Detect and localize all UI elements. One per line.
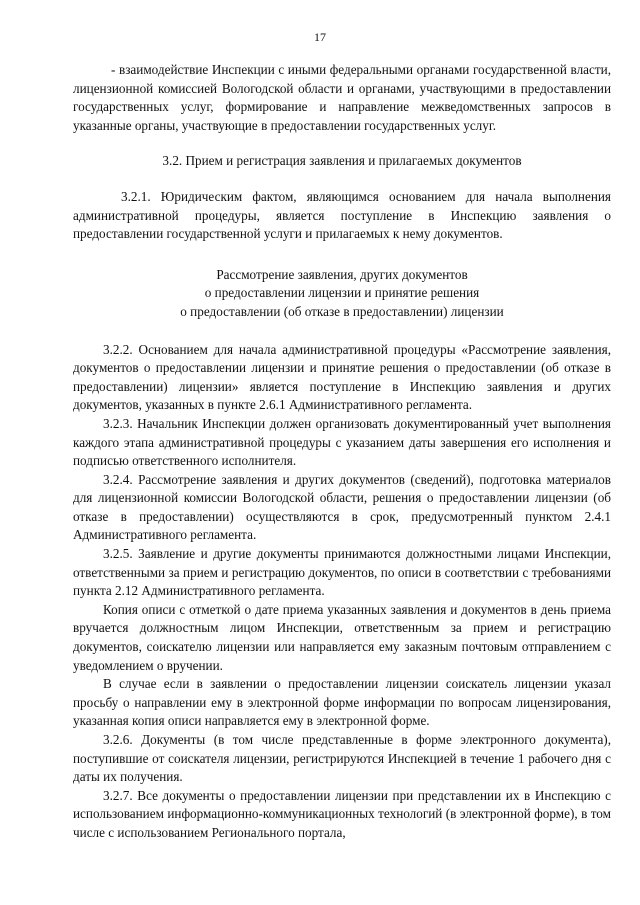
paragraph-copy-of-inventory: Копия описи с отметкой о дате приема указанных заявления и документов в день приема вручается должностным лицом Инспекции, ответственным за прием и регистрацию документов, соискателю лицензии или направляется ему заказным почтовым отправлением с уведомлением о вручении. bbox=[73, 601, 611, 673]
paragraph-electronic-request: В случае если в заявлении о предоставлении лицензии соискатель лицензии указал просьбу о направлении ему в электронной форме информации по вопросам лицензирования, указанная копия описи направляется ему в электронной форме. bbox=[73, 676, 611, 729]
paragraph-3-2-7: 3.2.7. Все документы о предоставлении лицензии при представлении их в Инспекцию с использованием информационно-коммуникационных технологий (в электронной форме), в том числе с использованием Регионального портала, bbox=[73, 787, 611, 840]
block-title bbox=[73, 266, 611, 322]
paragraph-3-2-3: 3.2.3. Начальник Инспекции должен организовать документированный учет выполнения каждого этапа административной процедуры с указанием даты завершения его исполнения и подписью ответственного исполнителя. bbox=[73, 415, 611, 469]
paragraph-3-2-1: 3.2.1. Юридическим фактом, являющимся основанием для начала выполнения административной процедуры, является поступление в Инспекцию заявления о предоставлении государственной услуги и прилагаемых к нему документов. bbox=[73, 188, 611, 242]
block-title-line-3: о предоставлении (об отказе в предоставлении) лицензии bbox=[180, 303, 504, 319]
paragraph-3-2-6: 3.2.6. Документы (в том числе представленные в форме электронного документа), поступившие от соискателя лицензии, регистрируются Инспекцией в течение 1 рабочего дня с даты их получения. bbox=[73, 732, 611, 785]
paragraph-interaction: - взаимодействие Инспекции с иными федеральными органами государственной власти, лицензионной комиссией Вологодской области и органами, участвующими в предоставлении государственных услуг, формирование и направление межведомственных запросов в указанные органы, участвующие в предоставлении государственных услуг. bbox=[73, 62, 611, 133]
page-number: 17 bbox=[314, 30, 326, 44]
document-body bbox=[73, 61, 611, 843]
block-title-line-2: о предоставлении лицензии и принятие решения bbox=[204, 285, 480, 301]
block-title-line-1: Рассмотрение заявления, других документов bbox=[216, 266, 468, 282]
section-heading-3-2: 3.2. Прием и регистрация заявления и прилагаемых документов bbox=[162, 153, 522, 169]
paragraph-3-2-2: 3.2.2. Основанием для начала административной процедуры «Рассмотрение заявления, документов о предоставлении лицензии и принятие решения о предоставлении (об отказе в предоставлении) лицензии» является поступление в Инспекцию заявления и других документов, указанных в пункте 2.6.1 Административного регламента. bbox=[73, 341, 611, 413]
paragraph-3-2-5: 3.2.5. Заявление и другие документы принимаются должностными лицами Инспекции, ответственными за прием и регистрацию документов, по описи в соответствии с требованиями пункта 2.12 Административного регламента. bbox=[73, 546, 611, 599]
paragraph-3-2-4: 3.2.4. Рассмотрение заявления и других документов (сведений), подготовка материалов для лицензионной комиссии Вологодской области, решения о предоставлении лицензии (об отказе в предоставлении) осуществляются в срок, предусмотренный пунктом 2.4.1 Административного регламента. bbox=[73, 471, 611, 543]
